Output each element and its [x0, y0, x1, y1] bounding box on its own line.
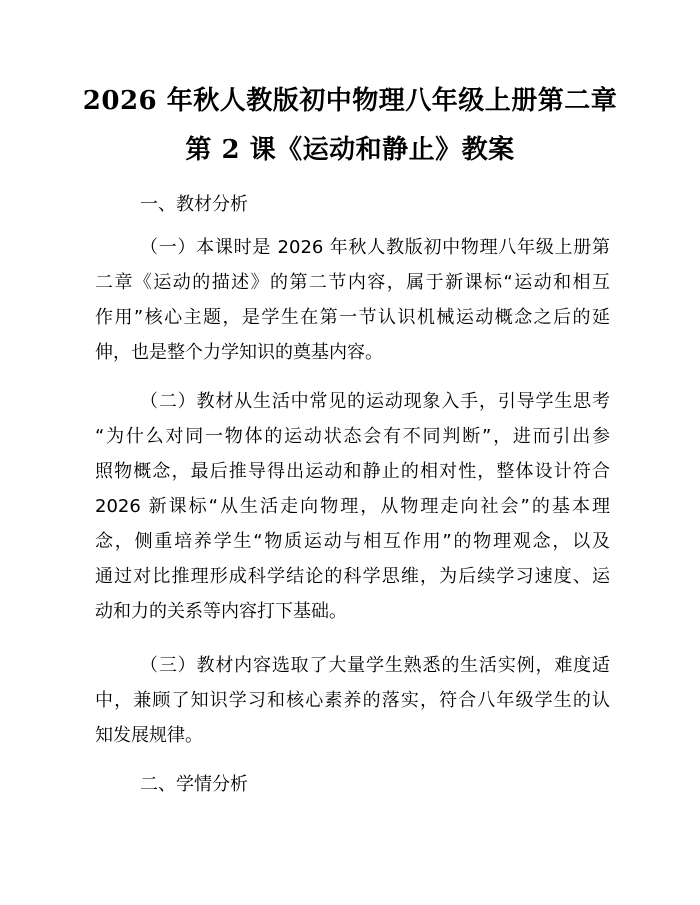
paragraph-2	[95, 384, 610, 629]
paragraph-2-line-6: 通过对比推理形成科学结论的科学思维，为后续学习速度、运	[95, 566, 610, 587]
paragraph-1-line-1: （一）本课时是 2026 年秋人教版初中物理八年级上册第	[140, 237, 610, 258]
paragraph-2-line-7: 动和力的关系等内容打下基础。	[95, 601, 347, 622]
paragraph-3-line-1: （三）教材内容选取了大量学生熟悉的生活实例，难度适	[140, 655, 610, 676]
section-heading-textbook-analysis: 一、教材分析	[140, 194, 248, 215]
paragraph-3-line-3: 知发展规律。	[95, 725, 203, 746]
paragraph-3	[95, 648, 610, 753]
paragraph-2-line-3: 照物概念，最后推导得出运动和静止的相对性，整体设计符合	[95, 461, 610, 482]
paragraph-1-line-4: 伸，也是整个力学知识的奠基内容。	[95, 342, 383, 363]
paragraph-2-line-2: “为什么对同一物体的运动状态会有不同判断”，进而引出参	[95, 426, 610, 447]
section-heading-learner-analysis: 二、学情分析	[140, 774, 248, 795]
paragraph-1-line-3: 作用”核心主题，是学生在第一节认识机械运动概念之后的延	[95, 307, 610, 328]
paragraph-2-line-1: （二）教材从生活中常见的运动现象入手，引导学生思考	[140, 391, 610, 412]
document-title-line-1: 2026 年秋人教版初中物理八年级上册第二章	[82, 86, 618, 116]
document-title-line-2: 第 2 课《运动和静止》教案	[185, 135, 515, 165]
paragraph-2-line-5: 念，侧重培养学生“物质运动与相互作用”的物理观念，以及	[95, 531, 610, 552]
paragraph-1-line-2: 二章《运动的描述》的第二节内容，属于新课标“运动和相互	[95, 272, 610, 293]
paragraph-2-line-4: 2026 新课标“从生活走向物理，从物理走向社会”的基本理	[95, 496, 610, 517]
paragraph-1	[95, 230, 610, 370]
paragraph-3-line-2: 中，兼顾了知识学习和核心素养的落实，符合八年级学生的认	[95, 690, 610, 711]
